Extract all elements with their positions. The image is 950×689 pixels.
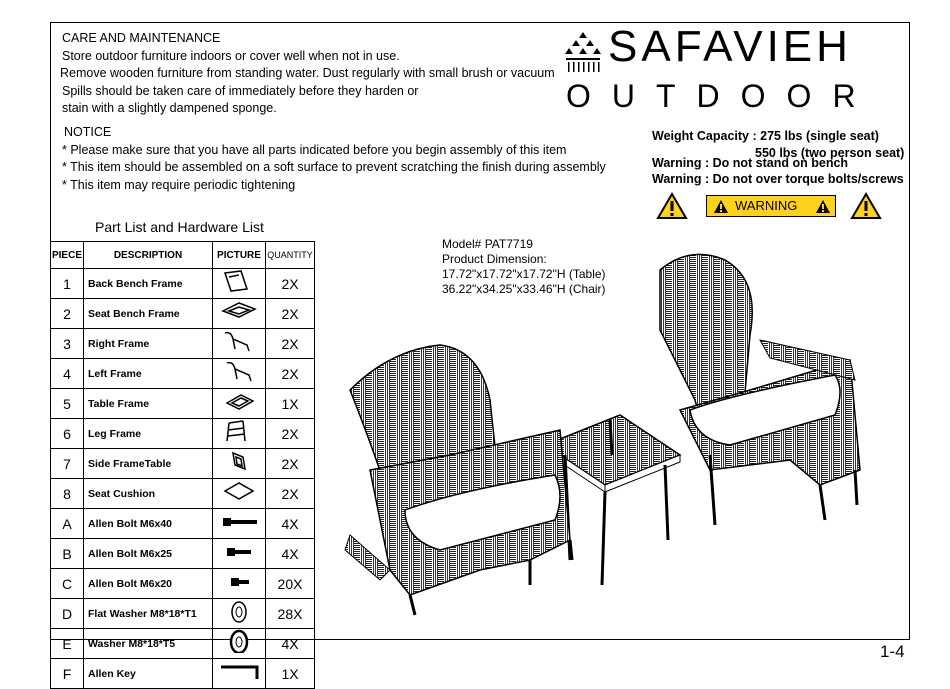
table-row — [51, 629, 315, 659]
part-picture — [213, 539, 266, 569]
header-description: DESCRIPTION — [84, 242, 213, 269]
table-row — [51, 359, 315, 389]
part-picture-icon — [219, 659, 259, 683]
table-row — [51, 539, 315, 569]
part-quantity: 2X — [266, 359, 315, 389]
part-picture — [213, 629, 266, 659]
table-row — [51, 389, 315, 419]
warning-triangle-icon — [713, 199, 729, 214]
part-picture — [213, 269, 266, 299]
part-picture — [213, 659, 266, 689]
part-quantity: 1X — [266, 659, 315, 689]
warning-triangle-icon — [850, 192, 882, 220]
header-quantity: QUANTITY — [266, 242, 315, 269]
warning-badge — [706, 195, 836, 217]
part-quantity: 2X — [266, 479, 315, 509]
piece-id: A — [51, 509, 84, 539]
piece-id: 8 — [51, 479, 84, 509]
part-description: Allen Key — [84, 659, 213, 689]
part-picture-icon — [219, 509, 259, 533]
piece-id: B — [51, 539, 84, 569]
header-picture: PICTURE — [213, 242, 266, 269]
piece-id: E — [51, 629, 84, 659]
piece-id: D — [51, 599, 84, 629]
part-picture-icon — [219, 329, 259, 353]
part-description: Seat Cushion — [84, 479, 213, 509]
part-picture — [213, 389, 266, 419]
brand-logo-icon — [560, 30, 606, 74]
piece-id: 4 — [51, 359, 84, 389]
part-picture-icon — [219, 269, 259, 293]
part-description: Flat Washer M8*18*T1 — [84, 599, 213, 629]
part-quantity: 4X — [266, 539, 315, 569]
part-quantity: 2X — [266, 329, 315, 359]
part-quantity: 20X — [266, 569, 315, 599]
part-picture-icon — [219, 539, 259, 563]
table-row — [51, 419, 315, 449]
part-picture-icon — [219, 419, 259, 443]
part-description: Left Frame — [84, 359, 213, 389]
part-picture-icon — [219, 599, 259, 623]
part-quantity: 28X — [266, 599, 315, 629]
part-description: Seat Bench Frame — [84, 299, 213, 329]
part-picture-icon — [219, 569, 259, 593]
part-quantity: 2X — [266, 419, 315, 449]
warning-stand: Warning : Do not stand on bench — [652, 156, 849, 170]
header-piece: PIECE — [51, 242, 84, 269]
part-picture — [213, 479, 266, 509]
care-title: CARE AND MAINTENANCE — [62, 31, 221, 45]
chair-right — [660, 254, 860, 525]
part-picture — [213, 449, 266, 479]
brand-name: SAFAVIEH — [608, 22, 852, 71]
care-line: Spills should be taken care of immediately before they harden or — [62, 83, 419, 98]
part-picture — [213, 299, 266, 329]
weight-capacity-single: Weight Capacity : 275 lbs (single seat) — [652, 129, 879, 143]
dimension-table: 17.72"x17.72"x17.72"H (Table) — [442, 267, 606, 281]
care-line: stain with a slightly dampened sponge. — [62, 101, 277, 115]
model-number: Model# PAT7719 — [442, 237, 533, 251]
table-row — [51, 659, 315, 689]
piece-id: F — [51, 659, 84, 689]
chair-left — [345, 345, 572, 615]
part-description: Allen Bolt M6x20 — [84, 569, 213, 599]
brand-subtitle: OUTDOOR — [566, 78, 877, 114]
piece-id: 6 — [51, 419, 84, 449]
care-line: Store outdoor furniture indoors or cover well when not in use. — [62, 48, 400, 63]
care-section — [62, 30, 555, 118]
warning-triangle-icon — [815, 199, 831, 214]
part-quantity: 2X — [266, 299, 315, 329]
part-quantity: 2X — [266, 269, 315, 299]
part-picture — [213, 359, 266, 389]
notice-line: * This item should be assembled on a soft surface to prevent scratching the finish during assembly — [62, 160, 606, 174]
part-description: Side FrameTable — [84, 449, 213, 479]
part-description: Back Bench Frame — [84, 269, 213, 299]
part-picture-icon — [219, 359, 259, 383]
piece-id: 5 — [51, 389, 84, 419]
part-description: Right Frame — [84, 329, 213, 359]
notice-line: * This item may require periodic tightening — [62, 177, 296, 192]
dimension-chair: 36.22"x34.25"x33.46"H (Chair) — [442, 282, 606, 296]
part-picture-icon — [219, 299, 259, 323]
notice-section — [62, 124, 606, 194]
part-picture — [213, 509, 266, 539]
part-picture-icon — [219, 389, 259, 413]
part-quantity: 4X — [266, 629, 315, 659]
piece-id: 3 — [51, 329, 84, 359]
part-quantity: 1X — [266, 389, 315, 419]
warning-torque: Warning : Do not over torque bolts/screws — [652, 172, 904, 186]
furniture-illustration — [330, 240, 870, 620]
part-description: Allen Bolt M6x40 — [84, 509, 213, 539]
warning-triangle-icon — [656, 192, 688, 220]
notice-title: NOTICE — [64, 125, 112, 139]
piece-id: C — [51, 569, 84, 599]
dimension-label: Product Dimension: — [442, 252, 547, 266]
part-picture-icon — [219, 479, 259, 503]
part-picture-icon — [219, 449, 259, 473]
table-row — [51, 479, 315, 509]
weight-capacity-double: 550 lbs (two person seat) — [755, 146, 905, 160]
parts-list-title: Part List and Hardware List — [95, 219, 264, 235]
care-line: Remove wooden furniture from standing water. Dust regularly with small brush or vacuum — [60, 66, 555, 80]
part-picture-icon — [219, 629, 259, 653]
part-description: Washer M8*18*T5 — [84, 629, 213, 659]
part-description: Table Frame — [84, 389, 213, 419]
table-row — [51, 269, 315, 299]
page-number: 1-4 — [880, 642, 905, 661]
part-quantity: 4X — [266, 509, 315, 539]
part-description: Leg Frame — [84, 419, 213, 449]
table-row — [51, 569, 315, 599]
table-row — [51, 449, 315, 479]
table-header-row — [51, 242, 315, 269]
table-row — [51, 509, 315, 539]
table-row — [51, 329, 315, 359]
part-description: Allen Bolt M6x25 — [84, 539, 213, 569]
notice-line: * Please make sure that you have all parts indicated before you begin assembly of this item — [62, 142, 567, 157]
piece-id: 7 — [51, 449, 84, 479]
part-quantity: 2X — [266, 449, 315, 479]
part-picture — [213, 419, 266, 449]
part-picture — [213, 329, 266, 359]
part-picture — [213, 569, 266, 599]
piece-id: 1 — [51, 269, 84, 299]
parts-table — [50, 241, 315, 689]
part-picture — [213, 599, 266, 629]
piece-id: 2 — [51, 299, 84, 329]
warning-badge-label: WARNING — [735, 198, 798, 213]
table-row — [51, 299, 315, 329]
table-row — [51, 599, 315, 629]
